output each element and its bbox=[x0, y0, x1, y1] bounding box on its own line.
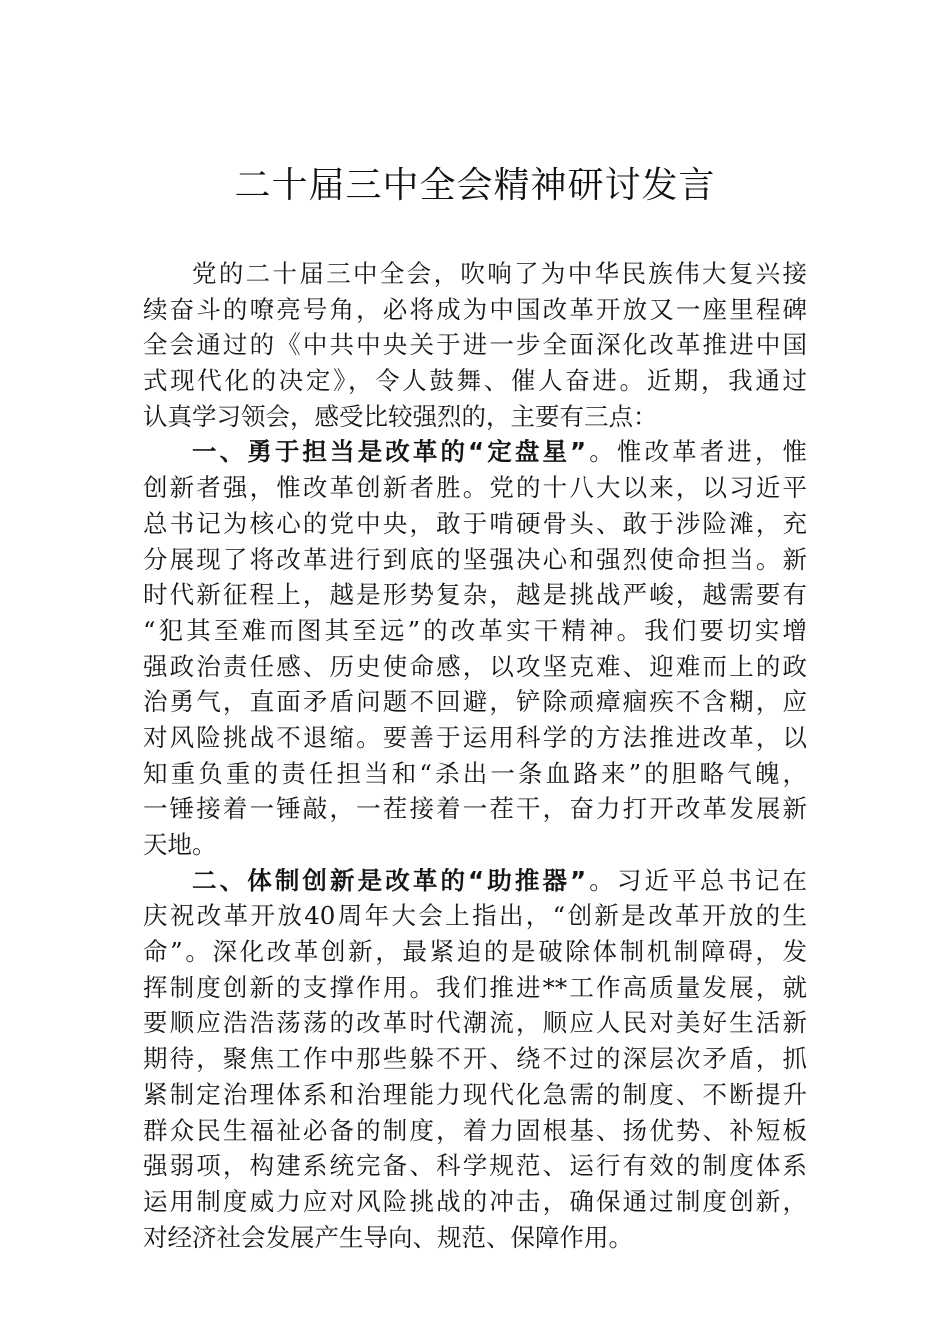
page-title: 二十届三中全会精神研讨发言 bbox=[234, 165, 716, 206]
document-body bbox=[143, 256, 807, 1255]
paragraph-1-line-1: 党的二十届三中全会，吹响了为中华民族伟大复兴接 bbox=[192, 259, 807, 288]
paragraph-3-line: 强弱项，构建系统完备、科学规范、运行有效的制度体系 bbox=[143, 1151, 807, 1181]
paragraph-3-line: 期待，聚焦工作中那些躲不开、绕不过的深层次矛盾，抓 bbox=[143, 1044, 807, 1074]
paragraph-2-line: 时代新征程上，越是形势复杂，越是挑战严峻，越需要有 bbox=[143, 580, 807, 610]
paragraph-2-line: 强政治责任感、历史使命感，以攻坚克难、迎难而上的政 bbox=[143, 651, 807, 681]
paragraph-2-first-line bbox=[143, 434, 807, 470]
paragraph-2-line: “犯其至难而图其至远”的改革实干精神。我们要切实增 bbox=[143, 615, 807, 645]
paragraph-3-line: 要顺应浩浩荡荡的改革时代潮流，顺应人民对美好生活新 bbox=[143, 1008, 807, 1038]
paragraph-3-line: 紧制定治理体系和治理能力现代化急需的制度、不断提升 bbox=[143, 1079, 807, 1109]
paragraph-1-line-2: 续奋斗的嘹亮号角，必将成为中国改革开放又一座里程碑 bbox=[143, 294, 807, 324]
paragraph-1-line-4: 式现代化的决定》，令人鼓舞、催人奋进。近期，我通过 bbox=[143, 366, 807, 396]
section-1-heading: 一、勇于担当是改革的“定盘星” bbox=[192, 437, 587, 467]
paragraph-1-line-3: 全会通过的《中共中央关于进一步全面深化改革推进中国 bbox=[143, 330, 807, 360]
section-2-heading: 二、体制创新是改革的“助推器” bbox=[192, 865, 587, 895]
paragraph-2-line: 创新者强，惟改革创新者胜。党的十八大以来，以习近平 bbox=[143, 473, 807, 503]
paragraph-2-line: 天地。 bbox=[143, 830, 217, 859]
paragraph-3-first-line-rest: 。习近平总书记在 bbox=[586, 865, 807, 895]
paragraph-3-line: 运用制度威力应对风险挑战的冲击，确保通过制度创新， bbox=[143, 1186, 807, 1216]
paragraph-2-first-line-rest: 。惟改革者进，惟 bbox=[586, 437, 807, 467]
paragraph-2-line: 总书记为核心的党中央，敢于啃硬骨头、敢于涉险滩，充 bbox=[143, 508, 807, 538]
paragraph-2-line: 分展现了将改革进行到底的坚强决心和强烈使命担当。新 bbox=[143, 544, 807, 574]
paragraph-2-line: 一锤接着一锤敲，一茬接着一茬干，奋力打开改革发展新 bbox=[143, 794, 807, 824]
paragraph-3-first-line bbox=[143, 863, 807, 899]
paragraph-2-line: 治勇气，直面矛盾问题不回避，铲除顽瘴痼疾不含糊，应 bbox=[143, 687, 807, 717]
paragraph-1-line-5: 认真学习领会，感受比较强烈的，主要有三点： bbox=[143, 401, 658, 431]
paragraph-2-line: 对风险挑战不退缩。要善于运用科学的方法推进改革，以 bbox=[143, 722, 807, 752]
paragraph-3-line: 命”。深化改革创新，最紧迫的是破除体制机制障碍，发 bbox=[143, 937, 807, 967]
paragraph-3-line: 挥制度创新的支撑作用。我们推进**工作高质量发展，就 bbox=[143, 972, 807, 1002]
paragraph-3-line: 对经济社会发展产生导向、规范、保障作用。 bbox=[143, 1222, 633, 1252]
paragraph-3-line: 庆祝改革开放40周年大会上指出，“创新是改革开放的生 bbox=[143, 901, 807, 931]
paragraph-2-line: 知重负重的责任担当和“杀出一条血路来”的胆略气魄， bbox=[143, 758, 807, 788]
paragraph-3-line: 群众民生福祉必备的制度，着力固根基、扬优势、补短板 bbox=[143, 1115, 807, 1145]
